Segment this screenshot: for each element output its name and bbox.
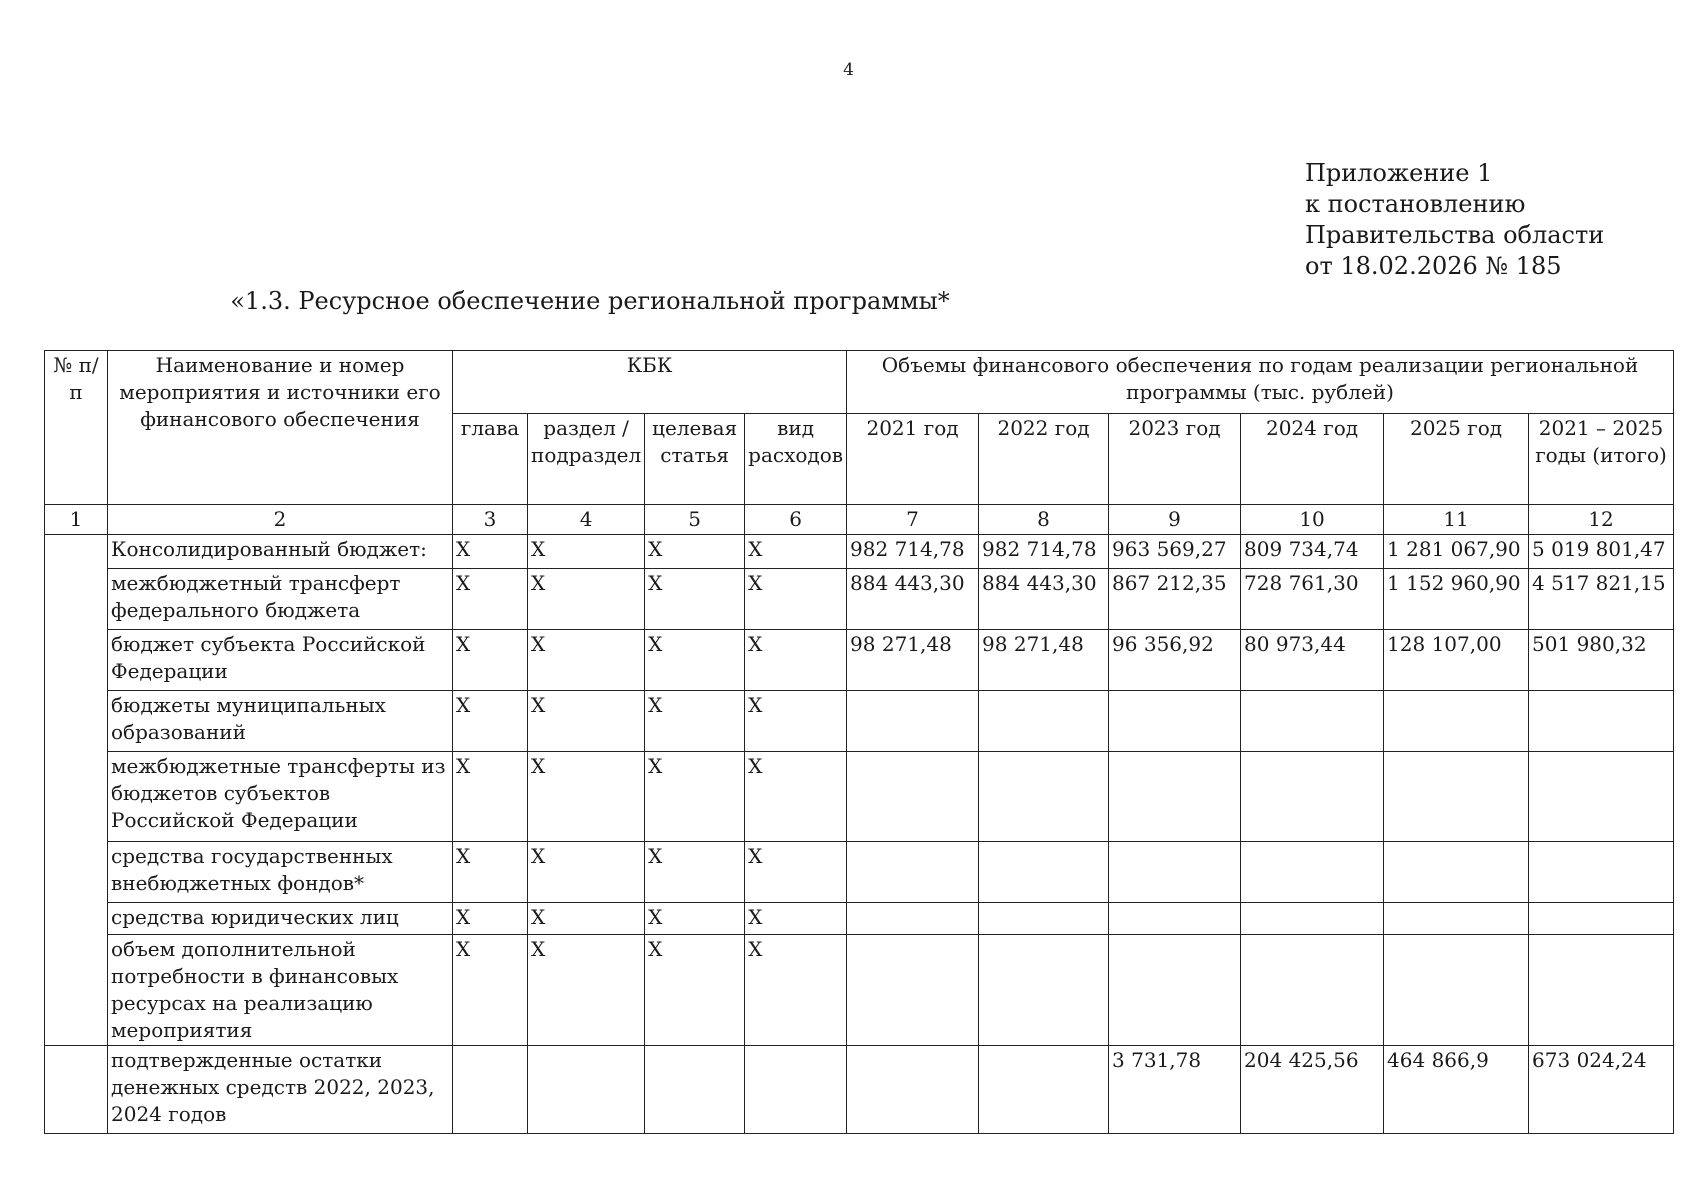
header-num: № п/п xyxy=(45,351,108,505)
column-number: 2 xyxy=(108,505,453,535)
table-row xyxy=(45,691,1674,752)
value-cell: 963 569,27 xyxy=(1109,535,1241,569)
kbk-cell: X xyxy=(453,935,528,1046)
kbk-cell: X xyxy=(453,630,528,691)
value-cell: 884 443,30 xyxy=(979,569,1109,630)
value-cell xyxy=(847,1046,979,1134)
value-cell xyxy=(1241,691,1384,752)
value-cell xyxy=(1109,842,1241,903)
value-cell: 3 731,78 xyxy=(1109,1046,1241,1134)
column-number: 5 xyxy=(645,505,745,535)
value-cell xyxy=(1384,935,1529,1046)
value-cell xyxy=(979,691,1109,752)
row-name: Консолидированный бюджет: xyxy=(108,535,453,569)
kbk-cell: X xyxy=(745,569,847,630)
header-year: 2021 год xyxy=(847,414,979,505)
value-cell: 501 980,32 xyxy=(1529,630,1674,691)
value-cell: 464 866,9 xyxy=(1384,1046,1529,1134)
kbk-cell: X xyxy=(645,691,745,752)
header-kbk-target: целевая статья xyxy=(645,414,745,505)
value-cell xyxy=(847,691,979,752)
kbk-cell: X xyxy=(745,935,847,1046)
kbk-cell: X xyxy=(745,630,847,691)
header-year-total: 2021 – 2025 годы (итого) xyxy=(1529,414,1674,505)
kbk-cell: X xyxy=(528,630,645,691)
kbk-cell: X xyxy=(645,842,745,903)
row-name: средства государственных внебюджетных фондов* xyxy=(108,842,453,903)
value-cell xyxy=(847,842,979,903)
table-row xyxy=(45,569,1674,630)
value-cell xyxy=(979,935,1109,1046)
header-kbk-expense-type: вид расходов xyxy=(745,414,847,505)
row-number-cell xyxy=(45,1046,108,1134)
header-kbk: КБК xyxy=(453,351,847,414)
kbk-cell: X xyxy=(745,903,847,935)
value-cell xyxy=(1529,842,1674,903)
value-cell xyxy=(1384,903,1529,935)
column-number: 11 xyxy=(1384,505,1529,535)
value-cell xyxy=(1109,935,1241,1046)
header-kbk-chapter: глава xyxy=(453,414,528,505)
row-name: межбюджетные трансферты из бюджетов субъектов Российской Федерации xyxy=(108,752,453,842)
kbk-cell xyxy=(528,1046,645,1134)
resource-table xyxy=(44,350,1674,1134)
value-cell xyxy=(1529,903,1674,935)
kbk-cell xyxy=(745,1046,847,1134)
value-cell: 884 443,30 xyxy=(847,569,979,630)
page-number: 4 xyxy=(843,60,854,80)
value-cell: 673 024,24 xyxy=(1529,1046,1674,1134)
column-number: 9 xyxy=(1109,505,1241,535)
kbk-cell: X xyxy=(453,842,528,903)
kbk-cell: X xyxy=(645,903,745,935)
column-number: 1 xyxy=(45,505,108,535)
kbk-cell: X xyxy=(453,903,528,935)
header-kbk-section: раздел / подраздел xyxy=(528,414,645,505)
value-cell xyxy=(1241,842,1384,903)
appendix-line: Правительства области xyxy=(1305,221,1605,249)
value-cell: 98 271,48 xyxy=(847,630,979,691)
appendix-line: к постановлению xyxy=(1305,190,1526,218)
table-row xyxy=(45,1046,1674,1134)
row-name: объем дополнительной потребности в финансовых ресурсах на реализацию мероприятия xyxy=(108,935,453,1046)
value-cell xyxy=(979,1046,1109,1134)
header-year: 2025 год xyxy=(1384,414,1529,505)
appendix-block xyxy=(1305,158,1604,282)
table-row xyxy=(45,630,1674,691)
value-cell xyxy=(1384,752,1529,842)
kbk-cell: X xyxy=(453,691,528,752)
value-cell: 96 356,92 xyxy=(1109,630,1241,691)
kbk-cell: X xyxy=(528,903,645,935)
kbk-cell: X xyxy=(528,935,645,1046)
value-cell: 80 973,44 xyxy=(1241,630,1384,691)
value-cell: 728 761,30 xyxy=(1241,569,1384,630)
row-name: средства юридических лиц xyxy=(108,903,453,935)
kbk-cell: X xyxy=(645,569,745,630)
table-row xyxy=(45,903,1674,935)
value-cell: 1 281 067,90 xyxy=(1384,535,1529,569)
value-cell xyxy=(979,752,1109,842)
value-cell xyxy=(979,842,1109,903)
value-cell: 1 152 960,90 xyxy=(1384,569,1529,630)
kbk-cell: X xyxy=(745,535,847,569)
kbk-cell: X xyxy=(528,691,645,752)
value-cell xyxy=(1109,752,1241,842)
value-cell xyxy=(1529,752,1674,842)
row-name: бюджет субъекта Российской Федерации xyxy=(108,630,453,691)
value-cell xyxy=(1109,691,1241,752)
column-number: 7 xyxy=(847,505,979,535)
value-cell xyxy=(847,752,979,842)
document-title: «1.3. Ресурсное обеспечение региональной программы* xyxy=(230,287,950,315)
kbk-cell: X xyxy=(645,752,745,842)
table-row xyxy=(45,842,1674,903)
column-number: 12 xyxy=(1529,505,1674,535)
value-cell: 98 271,48 xyxy=(979,630,1109,691)
kbk-cell xyxy=(645,1046,745,1134)
value-cell xyxy=(1109,903,1241,935)
header-year: 2024 год xyxy=(1241,414,1384,505)
kbk-cell: X xyxy=(745,691,847,752)
row-number-cell xyxy=(45,535,108,1046)
value-cell xyxy=(1529,691,1674,752)
header-year: 2023 год xyxy=(1109,414,1241,505)
kbk-cell: X xyxy=(645,630,745,691)
row-name: бюджеты муниципальных образований xyxy=(108,691,453,752)
value-cell: 809 734,74 xyxy=(1241,535,1384,569)
header-volumes: Объемы финансового обеспечения по годам реализации региональной программы (тыс. рублей) xyxy=(847,351,1674,414)
value-cell xyxy=(1241,935,1384,1046)
kbk-cell: X xyxy=(745,752,847,842)
value-cell xyxy=(847,903,979,935)
table-row xyxy=(45,535,1674,569)
value-cell: 128 107,00 xyxy=(1384,630,1529,691)
appendix-line: Приложение 1 xyxy=(1305,159,1493,187)
column-number: 6 xyxy=(745,505,847,535)
value-cell: 5 019 801,47 xyxy=(1529,535,1674,569)
header-year: 2022 год xyxy=(979,414,1109,505)
kbk-cell: X xyxy=(745,842,847,903)
kbk-cell: X xyxy=(528,569,645,630)
value-cell: 867 212,35 xyxy=(1109,569,1241,630)
value-cell: 982 714,78 xyxy=(847,535,979,569)
value-cell: 982 714,78 xyxy=(979,535,1109,569)
value-cell xyxy=(847,935,979,1046)
column-number: 10 xyxy=(1241,505,1384,535)
value-cell xyxy=(1241,903,1384,935)
table-row xyxy=(45,752,1674,842)
kbk-cell xyxy=(453,1046,528,1134)
column-number: 3 xyxy=(453,505,528,535)
column-number: 8 xyxy=(979,505,1109,535)
kbk-cell: X xyxy=(453,569,528,630)
value-cell xyxy=(1384,842,1529,903)
column-number: 4 xyxy=(528,505,645,535)
kbk-cell: X xyxy=(453,535,528,569)
value-cell xyxy=(979,903,1109,935)
appendix-line: от 18.02.2026 № 185 xyxy=(1305,252,1562,280)
kbk-cell: X xyxy=(528,535,645,569)
value-cell xyxy=(1384,691,1529,752)
value-cell xyxy=(1241,752,1384,842)
kbk-cell: X xyxy=(528,842,645,903)
kbk-cell: X xyxy=(528,752,645,842)
value-cell: 204 425,56 xyxy=(1241,1046,1384,1134)
value-cell xyxy=(1529,935,1674,1046)
kbk-cell: X xyxy=(453,752,528,842)
header-name: Наименование и номер мероприятия и источники его финансового обеспечения xyxy=(108,351,453,505)
kbk-cell: X xyxy=(645,535,745,569)
row-name: межбюджетный трансферт федерального бюджета xyxy=(108,569,453,630)
row-name: подтвержденные остатки денежных средств 2022, 2023, 2024 годов xyxy=(108,1046,453,1134)
kbk-cell: X xyxy=(645,935,745,1046)
table-row xyxy=(45,935,1674,1046)
value-cell: 4 517 821,15 xyxy=(1529,569,1674,630)
